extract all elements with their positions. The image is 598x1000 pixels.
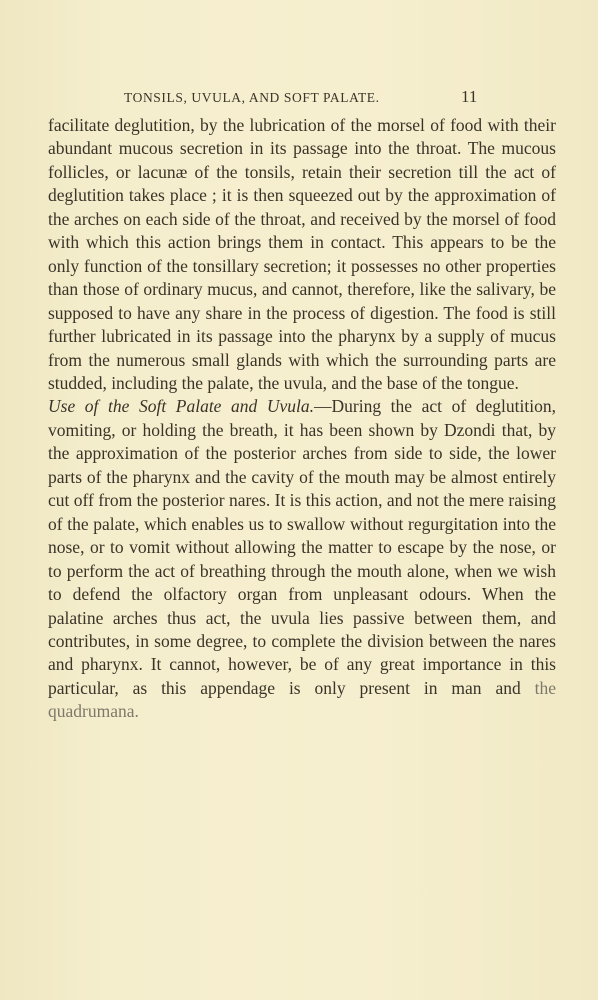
running-title: TONSILS, UVULA, AND SOFT PALATE. — [124, 90, 380, 105]
paragraph-1 — [48, 114, 556, 395]
page-number: 11 — [461, 87, 478, 106]
section-heading: Use of the Soft Palate and Uvula. — [48, 396, 315, 417]
paragraph-1-text: facilitate deglutition, by the lubrication of the morsel of food with their abundant mucous secretion in its passage into the throat. The mucous follicles, or lacunæ of the tonsils, retain their secretion till the act of deglutition takes place ; it is then squeezed out by the approximation of the arches on each side of the throat, and received by the morsel of food with which this action brings them in contact. This appears to be the only function of the tonsillary secretion; it possesses no other properties than those of ordinary mucus, and cannot, therefore, like the salivary, be supposed to have any share in the process of digestion. The food is still further lubricated in its passage into the pharynx by a supply of mucus from the numerous small glands with which the surrounding parts are studded, including the palate, the uvula, and the base of the tongue. — [48, 115, 556, 393]
body-text — [48, 114, 556, 724]
paragraph-2-faded-tail: the quadrumana. — [48, 677, 556, 722]
page-header — [0, 88, 598, 110]
paragraph-2-text: —During the act of deglutition, vomiting, or holding the breath, it has been shown by Dzondi that, by the approximation of the posterior arches from side to side, the lower parts of the pharynx and the cavity of the mouth may be almost entirely cut off from the posterior nares. It is this action, and not the mere raising of the palate, which enables us to swallow without regurgitation into the nose, or to vomit without allowing the matter to escape by the nose, or to perform the act of breathing through the mouth alone, when we wish to defend the olfactory organ from unpleasant odours. When the palatine arches thus act, the uvula lies passive between them, and contributes, in some degree, to complete the division between the nares and pharynx. It cannot, however, be of any great importance in this particular, as this appendage is only present in man and — [48, 396, 557, 698]
paragraph-2 — [48, 395, 556, 723]
